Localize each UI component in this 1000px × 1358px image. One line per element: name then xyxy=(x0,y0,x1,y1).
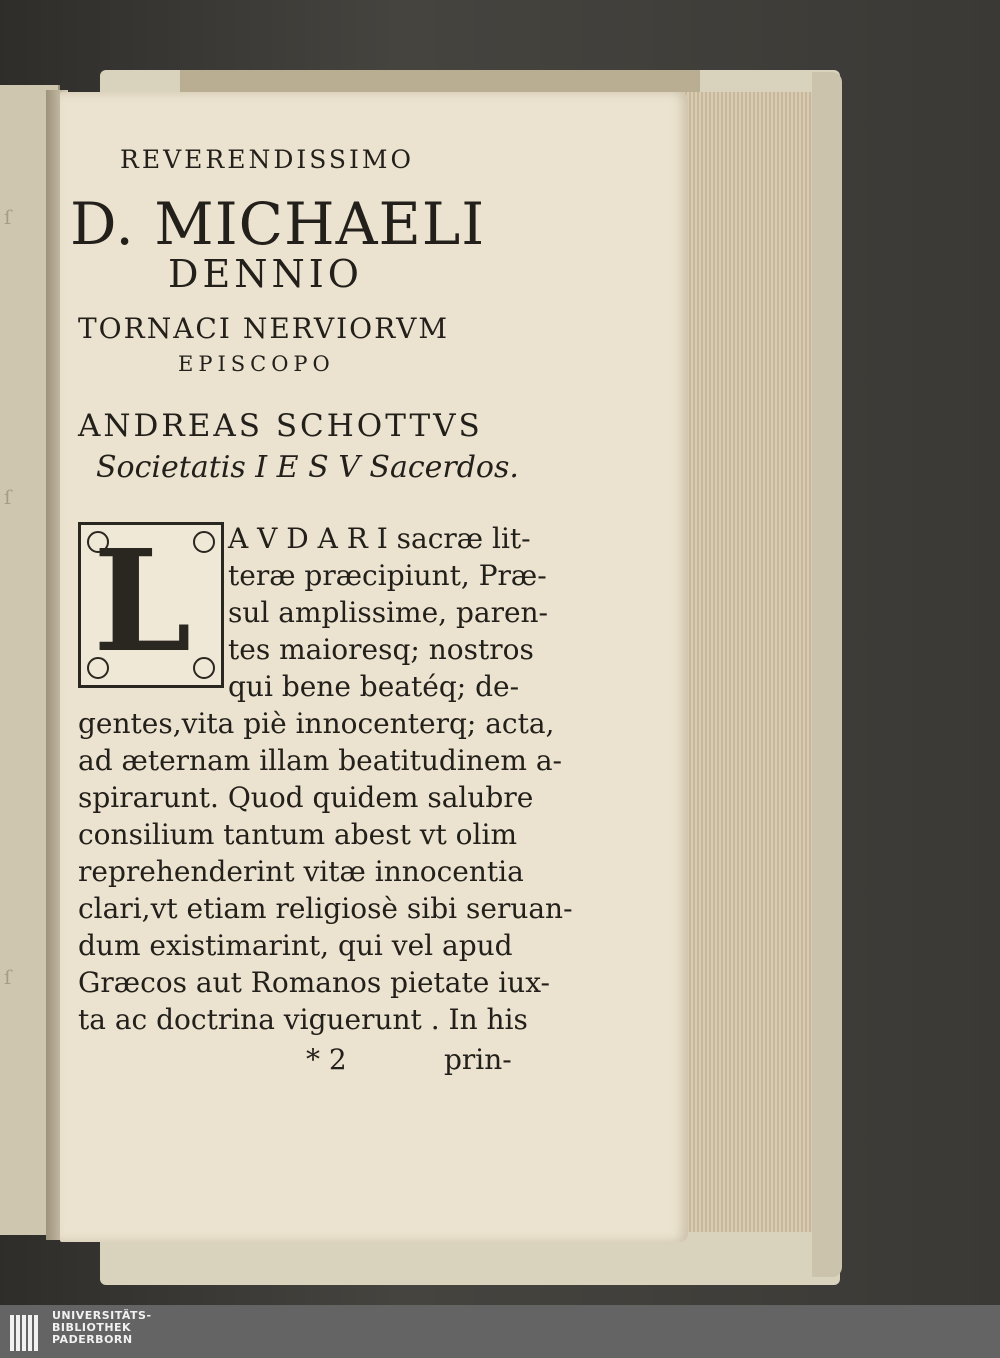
ghost-mark: ſ xyxy=(4,205,12,229)
page-edges xyxy=(682,92,818,1232)
heading-line: REVERENDISSIMO xyxy=(120,145,415,174)
catchword: prin- xyxy=(444,1043,512,1076)
ornament-icon xyxy=(193,657,215,679)
heading-line: TORNACI NERVIORVM xyxy=(78,312,450,345)
library-name-line: BIBLIOTHEK xyxy=(52,1321,132,1334)
text-line: spirarunt. Quod quidem salubre xyxy=(78,781,534,814)
text-line: qui bene beatéq; de- xyxy=(228,670,520,703)
heading-line: EPISCOPO xyxy=(178,352,335,376)
text-line: consilium tantum abest vt olim xyxy=(78,818,518,851)
heading-line: DENNIO xyxy=(168,252,363,296)
text-line: A V D A R I sacræ lit- xyxy=(228,522,531,555)
text-line: ta ac doctrina viguerunt . In his xyxy=(78,1003,528,1036)
library-name-line: UNIVERSITÄTS- xyxy=(52,1309,152,1322)
text-line: clari,vt etiam religiosè sibi seruan- xyxy=(78,892,573,925)
library-logo-icon xyxy=(10,1315,40,1355)
text-line: ad æternam illam beatitudinem a- xyxy=(78,744,562,777)
text-line: teræ præcipiunt, Præ- xyxy=(228,559,547,592)
ghost-mark: ſ xyxy=(4,485,12,509)
heading-line: Societatis I E S V Sacerdos. xyxy=(96,450,519,485)
heading-line: ANDREAS SCHOTTVS xyxy=(78,408,483,444)
cover-edge xyxy=(812,72,842,1277)
library-name xyxy=(52,1310,152,1346)
ornament-icon xyxy=(193,531,215,553)
text-line: dum existimarint, qui vel apud xyxy=(78,929,513,962)
page-top-edge xyxy=(180,70,700,92)
library-name-line: PADERBORN xyxy=(52,1333,133,1346)
text-line: sul amplissime, paren- xyxy=(228,596,549,629)
text-line: Græcos aut Romanos pietate iux- xyxy=(78,966,550,999)
text-line: tes maioresq; nostros xyxy=(228,633,534,666)
decorated-initial xyxy=(78,522,224,688)
right-page xyxy=(60,92,688,1242)
text-line: gentes,vita piè innocenterq; acta, xyxy=(78,707,555,740)
heading-line: D. MICHAELI xyxy=(70,190,486,258)
initial-letter: L xyxy=(93,520,192,684)
signature-mark: * 2 xyxy=(306,1043,347,1076)
ghost-mark: ſ xyxy=(4,965,12,989)
text-line: reprehenderint vitæ innocentia xyxy=(78,855,524,888)
library-footer xyxy=(0,1305,1000,1358)
